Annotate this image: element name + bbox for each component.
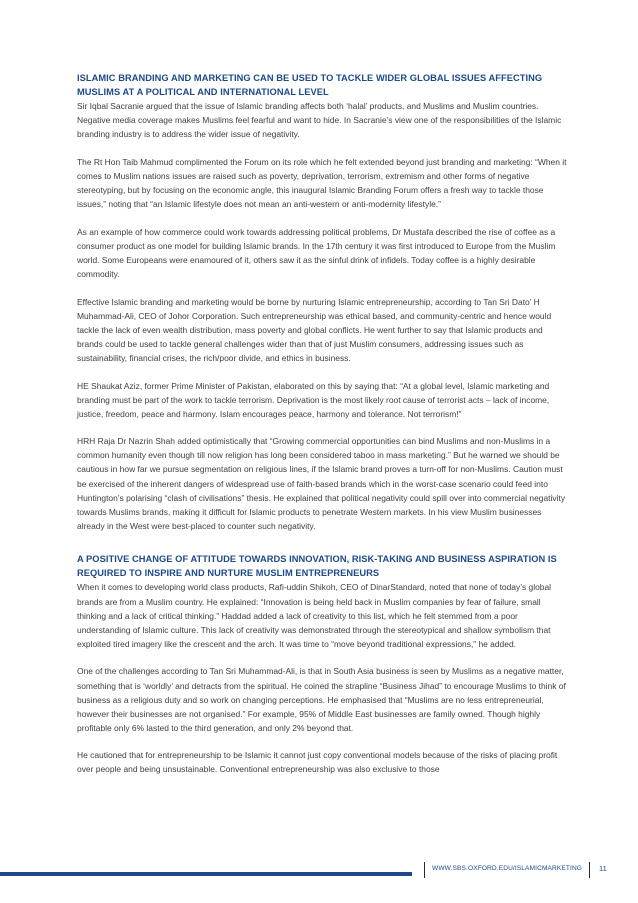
section-heading-1: ISLAMIC BRANDING AND MARKETING CAN BE USED TO TACKLE WIDER GLOBAL ISSUES AFFECTING MUSLIMS AT A POLITICAL AND INTERNATIONAL LEVEL <box>77 73 543 97</box>
paragraph: He cautioned that for entrepreneurship to be Islamic it cannot just copy conventional models because of the risks of placing profit over people and being unsustainable. Conventional entrepreneurship was also exclusive to those <box>77 750 558 775</box>
paragraph: As an example of how commerce could work towards addressing political problems, Dr Mustafa described the rise of coffee as a consumer product as one model for building Islamic brands. In the 17th century it was first introduced to Europe from the Muslim world. Some Europeans were enamoured of it, others saw it as the sinful drink of infidels. Today coffee is a highly desirable commodity. <box>77 226 556 279</box>
paragraph: HE Shaukat Aziz, former Prime Minister of Pakistan, elaborated on this by saying that: “At a global level, Islamic marketing and branding must be part of the work to tackle terrorism. Deprivation is the most likely root cause of terrorist acts – lack of income, justice, freedom, peace and harmony. Islam encourages peace, harmony and tolerance. Not terrorism!” <box>77 380 550 419</box>
paragraph: One of the challenges according to Tan Sri Muhammad-Ali, is that in South Asia business is seen by Muslims as a negative matter, something that is ‘worldly’ and detracts from the spiritual. He coined the strapline “Business Jihad” to encourage Muslims to think of business as a religious duty and so work on changing perceptions. He emphasised that “Muslims are no less entrepreneurial, however their businesses are not organised.” For example, 95% of Middle East businesses are family owned. Though highly profitable only 6% lasted to the third generation, and only 2% beyond that. <box>77 666 566 733</box>
paragraph: The Rt Hon Taib Mahmud complimented the Forum on its role which he felt extended beyond just branding and marketing: “When it comes to Muslim nations issues are raised such as poverty, deprivation, terrorism, extremism and other forms of negative stereotyping, but by focusing on the economic angle, this inaugural Islamic Branding Forum offers a fresh way to tackle those issues,” noting that “an Islamic lifestyle does not mean an anti-western or anti-modernity lifestyle.” <box>77 156 567 210</box>
footer-website-link[interactable]: WWW.SBS.OXFORD.EDU/ISLAMICMARKETING <box>432 865 583 872</box>
paragraph: When it comes to developing world class products, Rafi-uddin Shikoh, CEO of DinarStandard, noted that none of today’s global brands are from a Muslim country. He explained: “Innovation is being held back in Muslim companies by fear of failure, small thinking and a lack of critical thinking.” Haddad added a lack of creativity to this list, which he felt stemmed from a poor understanding of Islamic culture. This lack of creativity was demonstrated through the stereotypical and shallow symbolism that exploited tired imagery like the crescent and the arch. It was time to “move beyond traditional expressions,” he added. <box>77 582 552 649</box>
paragraph: Sir Iqbal Sacranie argued that the issue of Islamic branding affects both ‘halal’ products, and Muslims and Muslim countries. Negative media coverage makes Muslims feel fearful and want to hide. In Sacranie’s view one of the responsibilities of the Islamic branding industry is to address the wider issue of negativity. <box>77 101 562 140</box>
footer-rule <box>0 872 412 876</box>
section-heading-2: A POSITIVE CHANGE OF ATTITUDE TOWARDS INNOVATION, RISK-TAKING AND BUSINESS ASPIRATION IS REQUIRED TO INSPIRE AND NURTURE MUSLIM ENTREPRENEURS <box>77 554 557 579</box>
footer-divider <box>589 862 590 878</box>
page-number: 11 <box>599 864 607 873</box>
page-content <box>77 71 569 790</box>
paragraph: HRH Raja Dr Nazrin Shah added optimistically that “Growing commercial opportunities can bind Muslims and non-Muslims in a common humanity even though till now religion has long been considered taboo in mass marketing.” But he warned we should be cautious in how far we pursue segmentation on religious lines, if the Islamic brand proves a turn-off for non-Muslims. Caution must be exercised of the inherent dangers of widespread use of faith-based brands which in the worst-case scenario could feed into Huntington’s polarising “clash of civilisations” thesis. He explained that political negativity could spill over into commercial negativity towards Muslims brands, making it difficult for Islamic products to penetrate Western markets. In his view Muslim businesses already in the West were best-placed to counter such negativity. <box>77 436 566 531</box>
paragraph: Effective Islamic branding and marketing would be borne by nurturing Islamic entrepreneurship, according to Tan Sri Dato’ H Muhammad-Ali, CEO of Johor Corporation. Such entrepreneurship was ethical based, and community-centric and hence would tackle the lack of even wealth distribution, mass poverty and global conflicts. He went further to say that Islamic products and brands could be used to tackle general challenges wider than that of just Muslim consumers, addressing issues such as sustainability, financial crises, the rich/poor divide, and ethics in business. <box>77 296 552 363</box>
footer-divider <box>424 862 425 878</box>
